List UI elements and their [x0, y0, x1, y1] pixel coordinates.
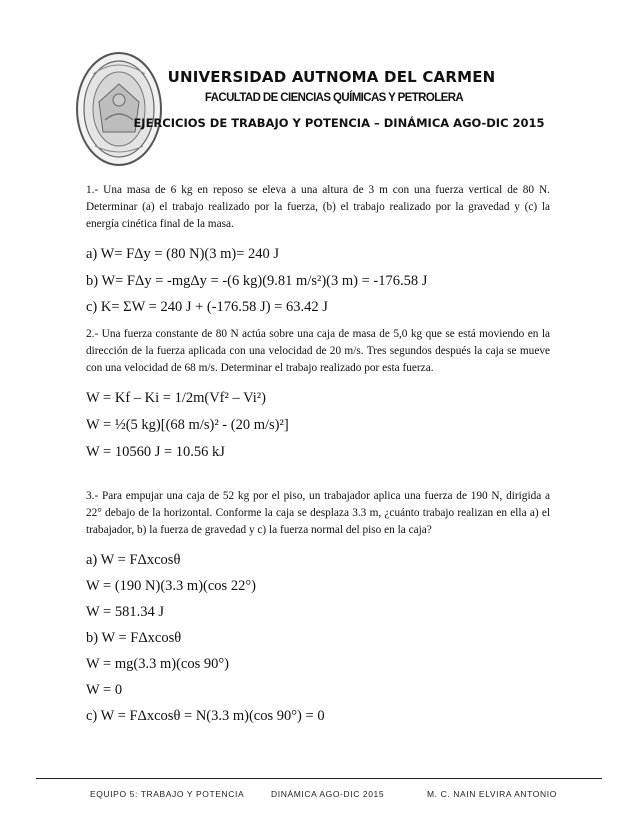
- problem-2-statement: 2.- Una fuerza constante de 80 N actúa sobre una caja de masa de 5,0 kg que se está moviendo en la dirección de la fuerza aplicada con una velocidad de 20 m/s. Tres segundos después la caja se mueve con una velocidad de 68 m/s. Determinar el trabajo realizado por esta fuerza.: [86, 328, 550, 374]
- university-title: UNIVERSIDAD AUTNOMA DEL CARMEN: [167, 68, 496, 86]
- problem-3-solution-a: a) W = FΔxcosθ: [86, 552, 181, 568]
- footer-instructor: M. C. NAIN ELVIRA ANTONIO: [427, 789, 557, 799]
- exercises-title: EJERCICIOS DE TRABAJO Y POTENCIA – DINÁMICA AGO-DIC 2015: [133, 116, 545, 130]
- problem-2-solution-line-2: W = ½(5 kg)[(68 m/s)² - (20 m/s)²]: [86, 417, 289, 433]
- document-body: [86, 182, 550, 726]
- problem-3-solution-b: b) W = FΔxcosθ: [86, 630, 182, 646]
- problem-3-statement: 3.- Para empujar una caja de 52 kg por el piso, un trabajador aplica una fuerza de 190 N, dirigida a 22° debajo de la horizontal. Conforme la caja se desplaza 3.3 m, ¿cuánto trabajo realizan en ella a) el trabajador, b) la fuerza de gravedad y c) la fuerza normal del piso en la caja?: [86, 490, 550, 536]
- problem-3-solution-a-result: W = 581.34 J: [86, 604, 164, 620]
- problem-3-solution-a-step-1: W = (190 N)(3.3 m)(cos 22°): [86, 578, 256, 594]
- problem-1-statement: 1.- Una masa de 6 kg en reposo se eleva a una altura de 3 m con una fuerza vertical de 80 N. Determinar (a) el trabajo realizado por la fuerza, (b) el trabajo realizado por la gravedad y (c) la energía cinética final de la masa.: [86, 184, 550, 230]
- problem-2-solution-line-1: W = Kf – Ki = 1/2m(Vf² – Vi²): [86, 390, 266, 406]
- problem-3-solution-b-step-1: W = mg(3.3 m)(cos 90°): [86, 656, 229, 672]
- faculty-name: FACULTAD DE CIENCIAS QUÍMICAS Y PETROLERA: [204, 92, 464, 104]
- footer-course: DINÁMICA AGO-DIC 2015: [271, 789, 385, 799]
- problem-2-solution-line-3: W = 10560 J = 10.56 kJ: [86, 444, 225, 460]
- footer-divider: [36, 778, 602, 779]
- footer-team: EQUIPO 5: TRABAJO Y POTENCIA: [90, 789, 245, 799]
- problem-3-solution-c: c) W = FΔxcosθ = N(3.3 m)(cos 90°) = 0: [86, 708, 325, 724]
- problem-1-solution-c: c) K= ΣW = 240 J + (-176.58 J) = 63.42 J: [86, 299, 328, 315]
- problem-3-solution-b-result: W = 0: [86, 682, 123, 698]
- problem-1-solution-a: a) W= FΔy = (80 N)(3 m)= 240 J: [86, 246, 280, 262]
- problem-1-solution-b: b) W= FΔy = -mgΔy = -(6 kg)(9.81 m/s²)(3 m) = -176.58 J: [86, 273, 428, 289]
